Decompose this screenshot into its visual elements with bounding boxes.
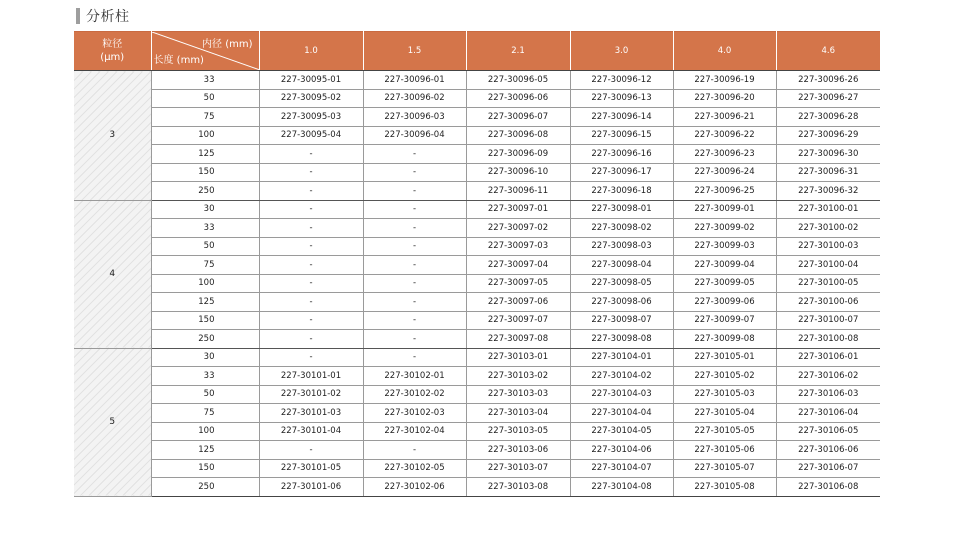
part-number-cell: 227-30096-32: [776, 182, 880, 201]
table-row: [74, 441, 880, 460]
part-number-cell: 227-30096-03: [363, 108, 466, 127]
part-number-cell: 227-30095-04: [259, 126, 363, 145]
part-number-cell: 227-30103-01: [466, 348, 570, 367]
part-number-cell: 227-30100-07: [776, 311, 880, 330]
length-cell: 100: [151, 274, 259, 293]
table-row: [74, 237, 880, 256]
part-number-cell: 227-30096-28: [776, 108, 880, 127]
table-row: [74, 478, 880, 497]
table-body: [74, 71, 880, 497]
column-spec-table: [74, 31, 880, 497]
part-number-cell: 227-30104-05: [570, 422, 673, 441]
title-accent-bar: [76, 8, 80, 24]
part-number-cell: 227-30096-21: [673, 108, 776, 127]
part-number-cell: 227-30103-03: [466, 385, 570, 404]
table-row: [74, 385, 880, 404]
part-number-cell: 227-30100-03: [776, 237, 880, 256]
part-number-cell: -: [259, 219, 363, 238]
part-number-cell: 227-30096-06: [466, 89, 570, 108]
part-number-cell: 227-30096-12: [570, 71, 673, 90]
length-cell: 30: [151, 200, 259, 219]
length-cell: 30: [151, 348, 259, 367]
part-number-cell: 227-30097-07: [466, 311, 570, 330]
part-number-cell: 227-30104-03: [570, 385, 673, 404]
part-number-cell: 227-30100-08: [776, 330, 880, 349]
part-number-cell: 227-30103-04: [466, 404, 570, 423]
length-cell: 250: [151, 478, 259, 497]
particle-size-header: [74, 32, 151, 71]
part-number-cell: 227-30103-07: [466, 459, 570, 478]
part-number-cell: 227-30104-02: [570, 367, 673, 386]
part-number-cell: 227-30096-16: [570, 145, 673, 164]
table-row: [74, 274, 880, 293]
part-number-cell: 227-30106-01: [776, 348, 880, 367]
part-number-cell: -: [363, 330, 466, 349]
table-row: [74, 311, 880, 330]
part-number-cell: -: [363, 145, 466, 164]
part-number-cell: 227-30106-05: [776, 422, 880, 441]
table-row: [74, 219, 880, 238]
table-row: [74, 200, 880, 219]
part-number-cell: 227-30096-10: [466, 163, 570, 182]
part-number-cell: 227-30105-06: [673, 441, 776, 460]
part-number-cell: -: [363, 274, 466, 293]
part-number-cell: 227-30098-04: [570, 256, 673, 275]
part-number-cell: 227-30098-01: [570, 200, 673, 219]
part-number-cell: 227-30098-05: [570, 274, 673, 293]
part-number-cell: 227-30099-07: [673, 311, 776, 330]
length-cell: 250: [151, 182, 259, 201]
length-cell: 125: [151, 145, 259, 164]
table-row: [74, 71, 880, 90]
table-row: [74, 422, 880, 441]
part-number-cell: 227-30096-31: [776, 163, 880, 182]
part-number-cell: 227-30098-07: [570, 311, 673, 330]
part-number-cell: 227-30104-07: [570, 459, 673, 478]
part-number-cell: -: [363, 293, 466, 312]
part-number-cell: 227-30095-01: [259, 71, 363, 90]
part-number-cell: 227-30102-01: [363, 367, 466, 386]
part-number-cell: -: [259, 330, 363, 349]
table-row: [74, 182, 880, 201]
part-number-cell: 227-30103-08: [466, 478, 570, 497]
table-row: [74, 367, 880, 386]
table-row: [74, 404, 880, 423]
part-number-cell: -: [259, 293, 363, 312]
length-cell: 150: [151, 311, 259, 330]
part-number-cell: 227-30098-02: [570, 219, 673, 238]
part-number-cell: -: [363, 256, 466, 275]
part-number-cell: 227-30097-01: [466, 200, 570, 219]
part-number-cell: -: [363, 348, 466, 367]
part-number-cell: 227-30097-03: [466, 237, 570, 256]
particle-size-cell: 4: [74, 200, 151, 348]
part-number-cell: 227-30097-02: [466, 219, 570, 238]
table-row: [74, 293, 880, 312]
length-header-label: 长度 (mm): [153, 55, 204, 66]
part-number-cell: 227-30101-06: [259, 478, 363, 497]
inner-diameter-header: 4.0: [673, 32, 776, 71]
part-number-cell: 227-30096-26: [776, 71, 880, 90]
part-number-cell: 227-30097-04: [466, 256, 570, 275]
part-number-cell: 227-30100-06: [776, 293, 880, 312]
part-number-cell: 227-30097-06: [466, 293, 570, 312]
length-cell: 125: [151, 293, 259, 312]
length-cell: 100: [151, 422, 259, 441]
table-row: [74, 256, 880, 275]
part-number-cell: 227-30099-02: [673, 219, 776, 238]
part-number-cell: 227-30105-07: [673, 459, 776, 478]
part-number-cell: 227-30104-06: [570, 441, 673, 460]
part-number-cell: 227-30096-30: [776, 145, 880, 164]
length-cell: 33: [151, 219, 259, 238]
part-number-cell: 227-30104-04: [570, 404, 673, 423]
part-number-cell: 227-30095-03: [259, 108, 363, 127]
part-number-cell: -: [259, 256, 363, 275]
length-cell: 33: [151, 71, 259, 90]
part-number-cell: 227-30096-27: [776, 89, 880, 108]
part-number-cell: 227-30098-03: [570, 237, 673, 256]
part-number-cell: 227-30096-22: [673, 126, 776, 145]
part-number-cell: 227-30096-11: [466, 182, 570, 201]
part-number-cell: 227-30095-02: [259, 89, 363, 108]
part-number-cell: 227-30096-05: [466, 71, 570, 90]
part-number-cell: 227-30096-29: [776, 126, 880, 145]
table-row: [74, 126, 880, 145]
length-cell: 75: [151, 256, 259, 275]
part-number-cell: 227-30102-02: [363, 385, 466, 404]
inner-diameter-header: 2.1: [466, 32, 570, 71]
part-number-cell: 227-30106-08: [776, 478, 880, 497]
part-number-cell: -: [363, 200, 466, 219]
part-number-cell: 227-30096-02: [363, 89, 466, 108]
part-number-cell: 227-30096-19: [673, 71, 776, 90]
part-number-cell: 227-30103-05: [466, 422, 570, 441]
part-number-cell: 227-30100-04: [776, 256, 880, 275]
table-row: [74, 163, 880, 182]
length-cell: 50: [151, 237, 259, 256]
table-row: [74, 108, 880, 127]
part-number-cell: 227-30104-01: [570, 348, 673, 367]
diagonal-corner-header: [151, 32, 259, 71]
part-number-cell: -: [259, 311, 363, 330]
part-number-cell: 227-30096-08: [466, 126, 570, 145]
part-number-cell: 227-30106-07: [776, 459, 880, 478]
part-number-cell: 227-30101-05: [259, 459, 363, 478]
part-number-cell: 227-30098-08: [570, 330, 673, 349]
length-cell: 75: [151, 404, 259, 423]
part-number-cell: 227-30096-24: [673, 163, 776, 182]
part-number-cell: 227-30102-06: [363, 478, 466, 497]
part-number-cell: 227-30096-17: [570, 163, 673, 182]
part-number-cell: 227-30100-05: [776, 274, 880, 293]
part-number-cell: 227-30096-25: [673, 182, 776, 201]
inner-diameter-header: 1.0: [259, 32, 363, 71]
part-number-cell: -: [259, 237, 363, 256]
table-row: [74, 459, 880, 478]
table-row: [74, 89, 880, 108]
inner-diameter-header: 1.5: [363, 32, 466, 71]
part-number-cell: 227-30101-03: [259, 404, 363, 423]
part-number-cell: 227-30105-08: [673, 478, 776, 497]
part-number-cell: 227-30096-01: [363, 71, 466, 90]
part-number-cell: 227-30106-03: [776, 385, 880, 404]
part-number-cell: 227-30105-02: [673, 367, 776, 386]
part-number-cell: -: [363, 237, 466, 256]
part-number-cell: 227-30098-06: [570, 293, 673, 312]
part-number-cell: 227-30099-08: [673, 330, 776, 349]
part-number-cell: 227-30096-20: [673, 89, 776, 108]
part-number-cell: 227-30106-06: [776, 441, 880, 460]
part-number-cell: 227-30099-01: [673, 200, 776, 219]
page-title-bar: [76, 6, 130, 26]
part-number-cell: -: [363, 163, 466, 182]
length-cell: 150: [151, 459, 259, 478]
length-cell: 50: [151, 89, 259, 108]
part-number-cell: 227-30097-08: [466, 330, 570, 349]
part-number-cell: 227-30102-05: [363, 459, 466, 478]
part-number-cell: 227-30096-07: [466, 108, 570, 127]
page-title: 分析柱: [86, 9, 130, 25]
part-number-cell: 227-30102-03: [363, 404, 466, 423]
part-number-cell: 227-30102-04: [363, 422, 466, 441]
part-number-cell: 227-30096-15: [570, 126, 673, 145]
part-number-cell: 227-30099-05: [673, 274, 776, 293]
part-number-cell: 227-30097-05: [466, 274, 570, 293]
part-number-cell: -: [259, 274, 363, 293]
part-number-cell: 227-30096-09: [466, 145, 570, 164]
part-number-cell: -: [363, 182, 466, 201]
part-number-cell: 227-30096-14: [570, 108, 673, 127]
part-number-cell: -: [259, 200, 363, 219]
part-number-cell: 227-30104-08: [570, 478, 673, 497]
part-number-cell: 227-30096-18: [570, 182, 673, 201]
part-number-cell: 227-30103-06: [466, 441, 570, 460]
part-number-cell: 227-30105-04: [673, 404, 776, 423]
part-number-cell: 227-30099-03: [673, 237, 776, 256]
part-number-cell: -: [259, 182, 363, 201]
part-number-cell: 227-30106-02: [776, 367, 880, 386]
particle-size-cell: 5: [74, 348, 151, 496]
length-cell: 100: [151, 126, 259, 145]
part-number-cell: 227-30103-02: [466, 367, 570, 386]
part-number-cell: -: [363, 311, 466, 330]
part-number-cell: -: [259, 441, 363, 460]
part-number-cell: -: [259, 348, 363, 367]
part-number-cell: -: [363, 219, 466, 238]
part-number-cell: -: [363, 441, 466, 460]
length-cell: 33: [151, 367, 259, 386]
inner-diameter-header-label: 内径 (mm): [202, 39, 253, 50]
length-cell: 75: [151, 108, 259, 127]
part-number-cell: 227-30101-01: [259, 367, 363, 386]
table-row: [74, 330, 880, 349]
part-number-cell: 227-30101-02: [259, 385, 363, 404]
part-number-cell: 227-30096-13: [570, 89, 673, 108]
length-cell: 150: [151, 163, 259, 182]
part-number-cell: 227-30105-05: [673, 422, 776, 441]
part-number-cell: 227-30101-04: [259, 422, 363, 441]
table-row: [74, 145, 880, 164]
part-number-cell: 227-30105-03: [673, 385, 776, 404]
inner-diameter-header: 4.6: [776, 32, 880, 71]
part-number-cell: 227-30106-04: [776, 404, 880, 423]
length-cell: 50: [151, 385, 259, 404]
part-number-cell: -: [259, 145, 363, 164]
particle-size-cell: 3: [74, 71, 151, 201]
part-number-cell: 227-30105-01: [673, 348, 776, 367]
part-number-cell: -: [259, 163, 363, 182]
part-number-cell: 227-30099-04: [673, 256, 776, 275]
length-cell: 125: [151, 441, 259, 460]
length-cell: 250: [151, 330, 259, 349]
part-number-cell: 227-30100-01: [776, 200, 880, 219]
particle-size-header-label: 粒径 (μm): [100, 39, 125, 63]
part-number-cell: 227-30096-23: [673, 145, 776, 164]
part-number-cell: 227-30100-02: [776, 219, 880, 238]
part-number-cell: 227-30099-06: [673, 293, 776, 312]
part-number-cell: 227-30096-04: [363, 126, 466, 145]
header-row: [74, 32, 880, 71]
inner-diameter-header: 3.0: [570, 32, 673, 71]
table-row: [74, 348, 880, 367]
